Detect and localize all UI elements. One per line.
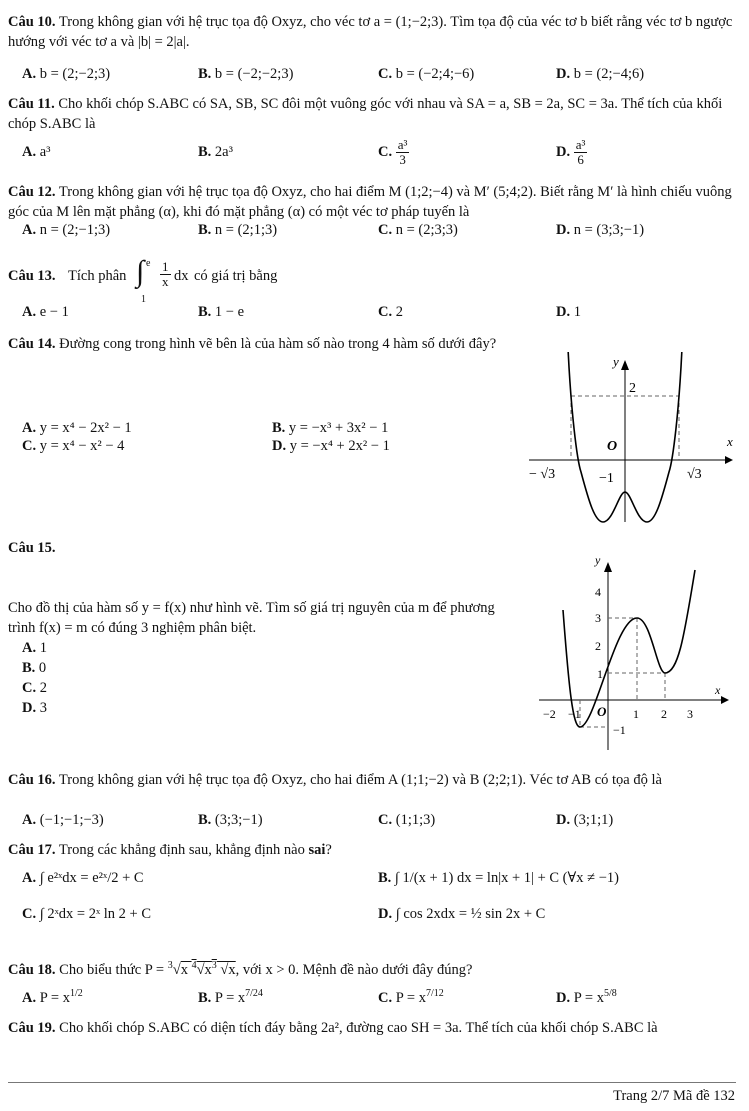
radical-expression: $^3$√x $^4√x^3$ √x <box>167 960 236 978</box>
option-c[interactable]: C. 2 <box>22 680 47 696</box>
question-text: Đường cong trong hình vẽ bên là của hàm số nào trong 4 hàm số dưới đây? <box>59 336 497 352</box>
options-row <box>8 66 736 88</box>
label-x2: 2 <box>661 707 667 721</box>
option-d[interactable]: D. (3;1;1) <box>556 812 614 828</box>
integral-sign: ∫ <box>136 255 145 288</box>
option-a[interactable]: A. a³ <box>22 144 51 160</box>
x-axis-arrow <box>725 456 733 464</box>
integral-lower: 1 <box>141 294 146 305</box>
page-footer: Trang 2/7 Mã đề 132 <box>613 1088 735 1104</box>
option-c[interactable]: C. n = (2;3;3) <box>378 222 458 238</box>
option-c[interactable]: C. (1;1;3) <box>378 812 436 828</box>
label-origin: O <box>607 439 618 454</box>
question-emphasis: sai <box>308 842 326 858</box>
question-12 <box>8 182 736 222</box>
question-number: Câu 13. <box>8 268 56 284</box>
option-c[interactable]: C. b = (−2;4;−6) <box>378 66 475 82</box>
question-text: Tích phân <box>68 268 127 284</box>
options-column <box>22 638 47 718</box>
option-a[interactable]: A. y = x⁴ − 2x² − 1 <box>22 420 132 436</box>
question-text: có giá trị bằng <box>194 268 278 284</box>
question-17: Câu 17. Trong các khẳng định sau, khẳng định nào sai? <box>8 842 332 858</box>
y-axis-arrow <box>621 360 629 370</box>
options-row <box>8 304 736 326</box>
label-2: 2 <box>629 381 636 396</box>
question-11 <box>8 94 736 134</box>
graph-q14 <box>525 352 735 528</box>
label-origin: O <box>597 704 607 719</box>
label-yneg1: −1 <box>613 723 626 737</box>
label-xneg1: −1 <box>568 707 581 721</box>
option-b[interactable]: B. b = (−2;−2;3) <box>198 66 294 82</box>
option-c[interactable]: C. ∫ 2ˣdx = 2ˣ ln 2 + C <box>22 906 152 922</box>
option-a[interactable]: A. n = (2;−1;3) <box>22 222 111 238</box>
label-root3: √3 <box>687 467 702 482</box>
option-a[interactable]: A. ∫ e²ˣdx = e²ˣ/2 + C <box>22 870 144 886</box>
question-13 <box>8 250 736 305</box>
options-grid <box>8 868 736 948</box>
label-y4: 4 <box>595 585 601 599</box>
option-a[interactable]: A. 1 <box>22 640 47 656</box>
option-d[interactable]: D. 1 <box>556 304 581 320</box>
option-b[interactable]: B. $P = x^{7/24}$ <box>198 988 263 1006</box>
label-y2: 2 <box>595 639 601 653</box>
label-y3: 3 <box>595 611 601 625</box>
option-d[interactable]: D. n = (3;3;−1) <box>556 222 645 238</box>
option-c[interactable]: C. $P = x^{7/12}$ <box>378 988 444 1006</box>
option-b[interactable]: B. n = (2;1;3) <box>198 222 278 238</box>
label-x: x <box>727 434 733 449</box>
question-number: Câu 16. <box>8 772 56 788</box>
label-y: y <box>595 553 601 567</box>
label-x1: 1 <box>633 707 639 721</box>
dx: dx <box>174 268 189 284</box>
question-16 <box>8 770 736 790</box>
question-number: Câu 12. <box>8 184 56 200</box>
options-row <box>8 138 736 172</box>
question-text: Trong các khẳng định sau, khẳng định nào <box>58 842 305 858</box>
option-b[interactable]: B. y = −x³ + 3x² − 1 <box>272 420 389 436</box>
graph-q15 <box>535 550 735 760</box>
question-18: Câu 18. Cho biểu thức P = $^3$√x $^4√x^3$ √x, với x > 0. Mệnh đề nào dưới đây đúng? <box>8 960 473 978</box>
question-15 <box>8 598 523 638</box>
option-b[interactable]: B. (3;3;−1) <box>198 812 263 828</box>
options-row <box>8 990 736 1012</box>
question-number: Câu 11. <box>8 96 55 112</box>
question-text: Cho đồ thị của hàm số y = f(x) như hình vẽ. Tìm số giá trị nguyên của m để phương trình f(x) = m có đúng 3 nghiệm phân biệt. <box>8 600 495 636</box>
integral-upper: e <box>146 258 151 269</box>
option-d[interactable]: D. ∫ cos 2xdx = ½ sin 2x + C <box>378 906 546 922</box>
options-row <box>8 812 736 834</box>
option-a[interactable]: A. e − 1 <box>22 304 69 320</box>
question-number: Câu 17. <box>8 842 56 858</box>
option-c[interactable]: C. 2 <box>378 304 403 320</box>
option-c[interactable]: C. $\frac{\text{a³}}{3}$ <box>378 137 408 167</box>
question-number: Câu 18. <box>8 962 56 978</box>
question-text: Cho khối chóp S.ABC có SA, SB, SC đôi một vuông góc với nhau và SA = a, SB = 2a, SC = 3a. Thể tích của khối chóp S.ABC là <box>8 96 723 132</box>
label-neg-root3: − √3 <box>529 467 556 482</box>
options-row <box>8 222 736 244</box>
option-d[interactable]: D. b = (2;−4;6) <box>556 66 645 82</box>
question-number: Câu 19. <box>8 1020 56 1036</box>
option-a[interactable]: A. (−1;−1;−3) <box>22 812 104 828</box>
option-d[interactable]: D. $P = x^{5/8}$ <box>556 988 617 1006</box>
question-text: Cho khối chóp S.ABC có diện tích đáy bằng 2a², đường cao SH = 3a. Thể tích của khối chóp S.ABC là <box>59 1020 658 1036</box>
option-b[interactable]: B. 1 − e <box>198 304 245 320</box>
option-d[interactable]: D. y = −x⁴ + 2x² − 1 <box>272 438 390 454</box>
question-text: Cho biểu thức P = <box>59 962 165 978</box>
question-text: Trong không gian với hệ trục tọa độ Oxyz, cho véc tơ a = (1;−2;3). Tìm tọa độ của véc tơ b biết rằng véc tơ b ngược hướng với véc tơ a và |b| = 2|a|. <box>8 14 733 50</box>
label-x: x <box>715 683 721 697</box>
question-number: Câu 15. <box>8 540 56 556</box>
question-text: Trong không gian với hệ trục tọa độ Oxyz, cho hai điểm A (1;1;−2) và B (2;2;1). Véc tơ AB có tọa độ là <box>58 772 662 788</box>
option-a[interactable]: A. b = (2;−2;3) <box>22 66 111 82</box>
integrand: $\frac{1}{x}$ <box>162 259 169 289</box>
option-d[interactable]: D. 3 <box>22 700 47 716</box>
label-x3: 3 <box>687 707 693 721</box>
y-axis-arrow <box>604 562 612 572</box>
option-a[interactable]: A. $P = x^{1/2}$ <box>22 988 83 1006</box>
x-axis-arrow <box>721 696 729 704</box>
label-neg-one: −1 <box>599 471 614 486</box>
question-number: Câu 10. <box>8 14 56 30</box>
question-number: Câu 14. <box>8 336 56 352</box>
footer-divider <box>8 1082 736 1083</box>
label-y: y <box>613 354 619 369</box>
curve <box>563 570 695 727</box>
question-19 <box>8 1018 736 1038</box>
question-10 <box>8 12 736 52</box>
question-text: Trong không gian với hệ trục tọa độ Oxyz, cho hai điểm M (1;2;−4) và M′ (5;4;2). Biết rằng M′ là hình chiếu vuông góc của M lên mặt phẳng (α), khi đó mặt phẳng (α) có một véc tơ pháp tuyến là <box>8 184 732 220</box>
option-b[interactable]: B. 2a³ <box>198 144 233 160</box>
label-y1: 1 <box>597 667 603 681</box>
option-c[interactable]: C. y = x⁴ − x² − 4 <box>22 438 125 454</box>
question-14 <box>8 334 736 354</box>
option-b[interactable]: B. ∫ 1/(x + 1) dx = ln|x + 1| + C (∀x ≠ −1) <box>378 870 619 886</box>
option-b[interactable]: B. 0 <box>22 660 47 676</box>
option-d[interactable]: D. $\frac{\text{a³}}{6}$ <box>556 137 586 167</box>
label-xneg2: −2 <box>543 707 556 721</box>
